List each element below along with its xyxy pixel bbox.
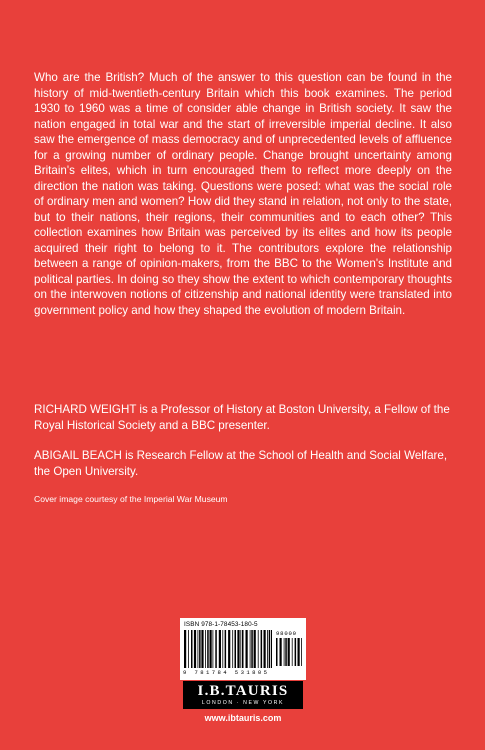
barcode-bars-icon (184, 630, 272, 670)
isbn-barcode (180, 618, 306, 680)
isbn-label: ISBN 978-1-78453-180-5 (184, 621, 258, 628)
blurb-text: Who are the British? Much of the answer to this question can be found in the history of mid-twentieth-century Britain which this book examines. The period 1930 to 1960 was a time of consider able change in British society. It saw the nation engaged in total war and the start of irreversible imperial decline. It also saw the emergence of mass democracy and of unprecedented levels of affluence for a growing number of ordinary people. Change brought uncertainty among Britain's elites, which in turn encouraged them to reflect more deeply on the direction the nation was taking. Questions were posed: what was the social role of ordinary men and women? How did they stand in relation, not only to the state, but to their nations, their regions, their communities and to each other? This collection examines how Britain was perceived by its elites and how its people acquired their right to belong to it. The contributors explore the relationship between a range of opinion-makers, from the BBC to the Women's Institute and political parties. In doing so they show the extent to which contemporary thoughts on the interwoven notions of citizenship and national identity were translated into government policy and how they shaped the evolution of modern Britain. (34, 71, 452, 317)
barcode-addon-digits: 98000 (276, 630, 297, 637)
barcode-digits: 9 781784 531805 (183, 669, 270, 676)
publisher-url[interactable]: www.ibtauris.com (204, 713, 282, 723)
author-bio-2 (34, 448, 452, 479)
author-name: ABIGAIL BEACH (34, 449, 122, 462)
publisher-places: LONDON · NEW YORK (201, 700, 285, 706)
publisher-logo (183, 681, 303, 709)
author-name: RICHARD WEIGHT (34, 403, 137, 416)
cover-credit: Cover image courtesy of the Imperial War Museum (34, 494, 228, 504)
barcode-addon-bars-icon (276, 638, 302, 668)
publisher-name: I.B.TAURIS (197, 683, 289, 699)
author-bio-text: is a Professor of History at Boston University, a Fellow of the Royal Historical Society and a BBC presenter. (34, 403, 450, 432)
author-bio-1 (34, 402, 452, 433)
author-bio-text: is Research Fellow at the School of Health and Social Welfare, the Open University. (34, 449, 448, 478)
